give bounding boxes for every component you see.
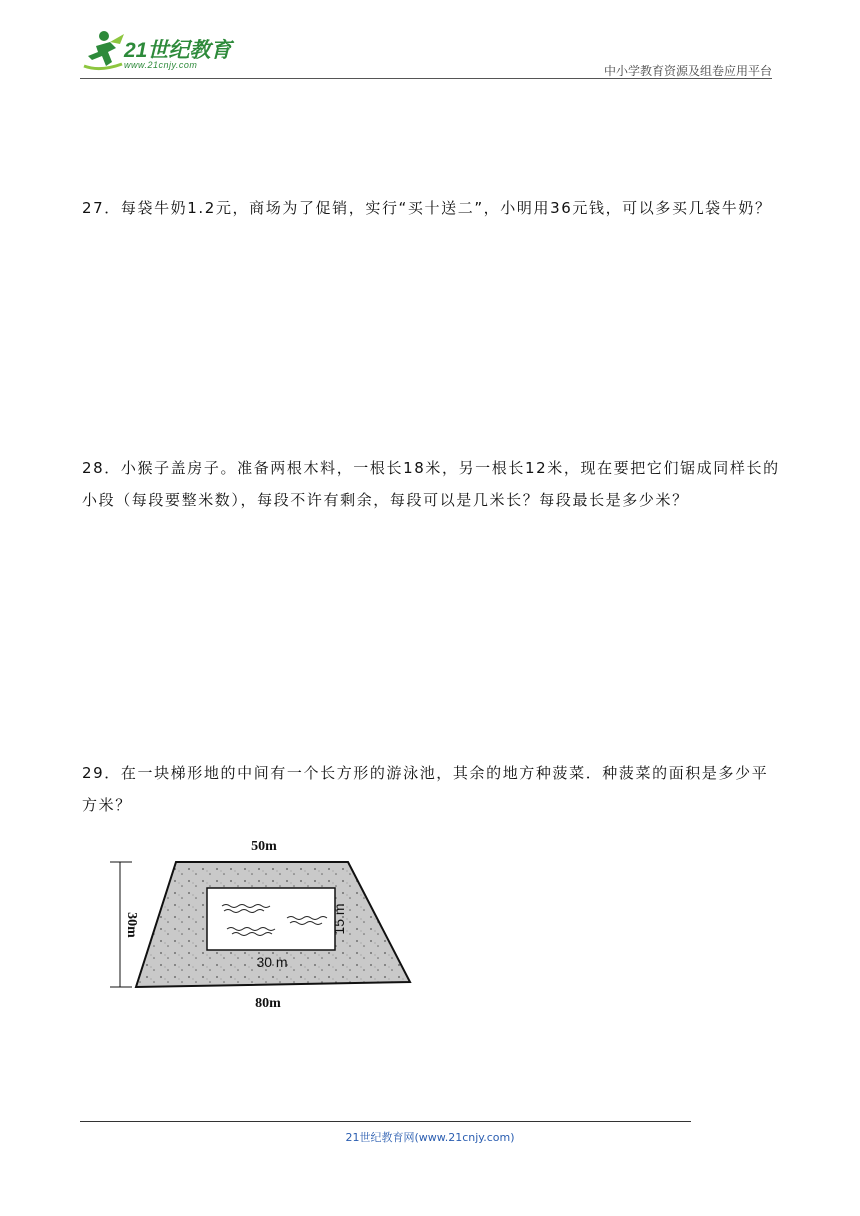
site-logo[interactable] bbox=[80, 26, 260, 78]
question-28 bbox=[82, 452, 782, 516]
logo-title: 21世纪教育 bbox=[124, 39, 232, 62]
footer-divider bbox=[80, 1121, 691, 1122]
question-text: 27．每袋牛奶1.2元，商场为了促销，实行“买十送二”，小明用36元钱，可以多买几袋牛奶？ bbox=[82, 199, 772, 217]
pool-width-label: 15 m bbox=[331, 903, 347, 935]
height-label: 30m bbox=[124, 912, 139, 938]
question-text: 29．在一块梯形地的中间有一个长方形的游泳池，其余的地方种菠菜．种菠菜的面积是多少平方米？ bbox=[82, 764, 769, 814]
pool-length-label: 30 m bbox=[256, 954, 288, 970]
runner-logo-icon bbox=[80, 26, 126, 76]
trapezoid-field-figure bbox=[102, 830, 422, 1015]
top-base-label: 50m bbox=[251, 839, 277, 854]
header-platform-text: 中小学教育资源及组卷应用平台 bbox=[603, 64, 772, 78]
logo-url: www.21cnjy.com bbox=[124, 60, 198, 70]
question-27 bbox=[82, 192, 782, 224]
page-header bbox=[80, 26, 772, 80]
bottom-base-label: 80m bbox=[255, 996, 281, 1011]
question-text: 28．小猴子盖房子。准备两根木料，一根长18米，另一根长12米，现在要把它们锯成同样长的小段（每段要整米数），每段不许有剩余，每段可以是几米长？每段最长是多少米？ bbox=[82, 459, 780, 509]
footer-link[interactable]: 21世纪教育网(www.21cnjy.com) bbox=[345, 1131, 515, 1144]
header-divider bbox=[80, 78, 772, 79]
question-29 bbox=[82, 757, 782, 821]
